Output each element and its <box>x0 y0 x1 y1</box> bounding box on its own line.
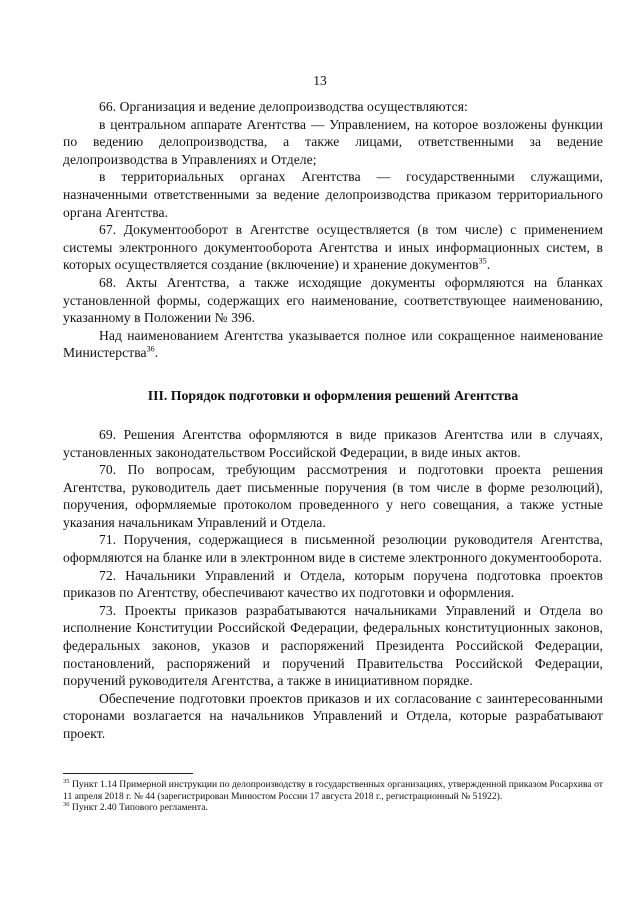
paragraph <box>63 690 603 743</box>
paragraph <box>63 116 603 169</box>
paragraph <box>63 426 603 461</box>
paragraph <box>63 168 603 221</box>
paragraph-text: 72. Начальники Управлений и Отдела, которым поручена подготовка проектов приказов по Агентству, обеспечивают качество их подготовки и оформления. <box>63 567 603 601</box>
paragraph: Над наименованием Агентства указывается полное или сокращенное наименование Министерства$^{36}$. <box>63 327 603 361</box>
paragraph-text: в центральном аппарате Агентства — Управлением, на которое возложены функции по ведению делопроизводства, а также лицами, ответственными за ведение делопроизводства в Управлениях и Отделе; <box>63 116 603 167</box>
paragraph-text: 69. Решения Агентства оформляются в виде приказов Агентства или в случаях, установленных законодательством Российской Федерации, в виде иных актов. <box>63 426 603 460</box>
page-number: 13 <box>313 73 327 88</box>
paragraph: 67. Документооборот в Агентстве осуществляется (в том числе) с применением системы электронного документооборота Агентства и иных информационных систем, в которых осуществляется создание (включение) и хранение документов$^{35}$. <box>63 222 603 273</box>
footnote-list <box>63 779 603 814</box>
section-title: III. Порядок подготовки и оформления решений Агентства <box>147 387 519 403</box>
paragraph-text: 71. Поручения, содержащиеся в письменной резолюции руководителя Агентства, оформляются на бланке или в электронном виде в системе электронного документооборота. <box>63 532 603 566</box>
paragraph <box>63 98 603 116</box>
footnote-ref[interactable]: 36 <box>146 344 155 354</box>
paragraph-text: 66. Организация и ведение делопроизводства осуществляются: <box>99 99 468 114</box>
paragraphs-before-section <box>63 98 603 362</box>
paragraph-text: 73. Проекты приказов разрабатываются начальниками Управлений и Отдела во исполнение Конституции Российской Федерации, федеральных конституционных законов, федеральных законов, указов и распоряжений Президента Российской Федерации, постановлений, распоряжений и поручений Правительства Российской Федерации, поручений руководителя Агентства, а также в инициативном порядке. <box>63 602 603 689</box>
footnote-text: Пункт 1.14 Примерной инструкции по делопроизводству в государственных организациях, утвержденной приказом Росархива от 11 апреля 2018 г. № 44 (зарегистрирован Минюстом России 17 августа 2018 г., регистрационный № 51922). <box>63 779 603 802</box>
footnote-number: 36 <box>63 801 70 808</box>
footnote-ref[interactable]: 35 <box>478 256 487 266</box>
paragraph <box>63 602 603 690</box>
paragraph-text: Обеспечение подготовки проектов приказов и их согласование с заинтересованными сторонами возлагается на начальников Управлений и Отдела, которые разрабатывают проект. <box>63 690 603 741</box>
paragraph <box>63 274 603 327</box>
footnote-text: Пункт 2.40 Типового регламента. <box>69 802 208 814</box>
footnote-number: 35 <box>63 777 70 785</box>
paragraph <box>63 461 603 531</box>
footnote <box>63 802 603 814</box>
footnotes <box>63 773 603 814</box>
paragraph-text: 70. По вопросам, требующим рассмотрения и подготовки проекта решения Агентства, руководитель дает письменные поручения (в том числе в форме резолюций), поручения, оформляемые протоколом проведенного у него совещания, а также устные указания начальникам Управлений и Отдела. <box>63 462 603 530</box>
paragraph <box>63 531 603 566</box>
document-body <box>63 98 603 743</box>
paragraph-text: 67. Документооборот в Агентстве осуществляется (в том числе) с применением системы электронного документооборота Агентства и иных информационных систем, в которых осуществляется создание (включение) и хранение документов <box>63 222 603 273</box>
paragraph <box>63 567 603 602</box>
paragraphs-after-section <box>63 426 603 743</box>
paragraph-text: Над наименованием Агентства указывается полное или сокращенное наименование Министерства <box>63 327 603 361</box>
paragraph-text: в территориальных органах Агентства — государственными служащими, назначенными ответственными за ведение делопроизводства приказом территориального органа Агентства. <box>63 169 603 220</box>
footnote <box>63 779 603 802</box>
paragraph-text: 68. Акты Агентства, а также исходящие документы оформляются на бланках установленной формы, содержащих его наименование, соответствующее наименованию, указанному в Положении № 396. <box>63 274 603 326</box>
footnote-separator <box>63 773 193 774</box>
